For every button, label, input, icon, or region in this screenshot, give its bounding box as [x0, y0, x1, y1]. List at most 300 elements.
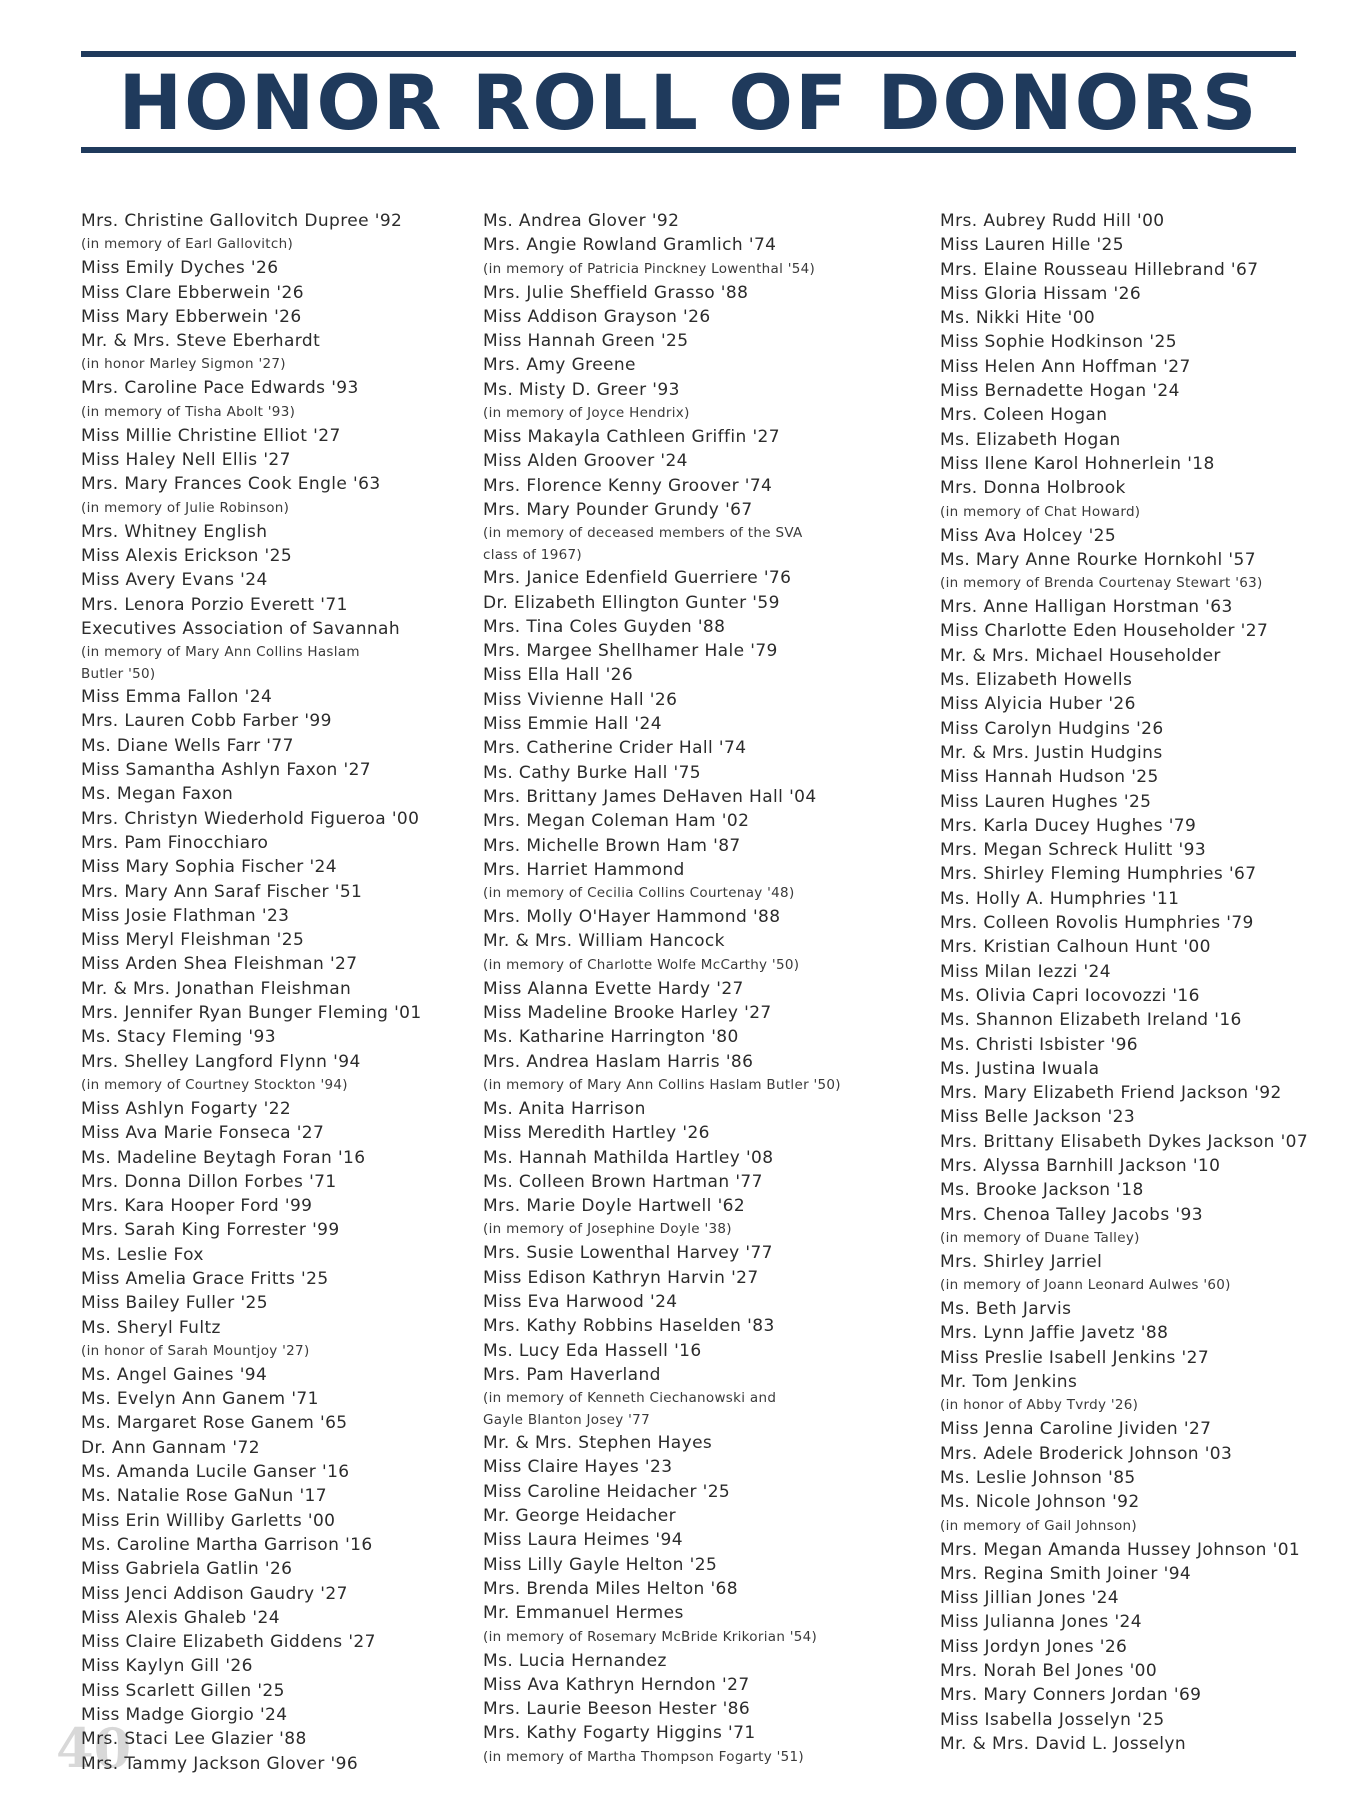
donor-name: Mrs. Shelley Langford Flynn '94 [81, 1051, 361, 1072]
donor-name: Miss Hannah Hudson '25 [940, 767, 1159, 788]
donor-entry [483, 378, 933, 425]
donor-name: Ms. Christi Isbister '96 [940, 1034, 1139, 1055]
donor-name: Dr. Ann Gannam '72 [81, 1437, 260, 1458]
donor-entry [940, 741, 1340, 765]
donor-name: Miss Mary Ebberwein '26 [81, 306, 302, 327]
donor-name: Mrs. Christyn Wiederhold Figueroa '00 [81, 808, 420, 829]
donor-entry [483, 1504, 933, 1528]
donor-entry [81, 593, 471, 617]
donor-entry [940, 1490, 1340, 1537]
donor-name: Mrs. Pam Finocchiaro [81, 832, 269, 853]
donor-entry [940, 790, 1340, 814]
donor-entry [940, 911, 1340, 935]
donor-name: Miss Alexis Ghaleb '24 [81, 1607, 280, 1628]
donor-entry [81, 1436, 471, 1460]
donor-entry [940, 524, 1340, 548]
donor-entry [483, 1363, 933, 1431]
donor-name: Ms. Olivia Capri Iocovozzi '16 [940, 985, 1200, 1006]
donor-entry [483, 809, 933, 833]
donor-name: Mrs. Lynn Jaffie Javetz '88 [940, 1323, 1169, 1344]
donor-name: Miss Haley Nell Ellis '27 [81, 450, 291, 471]
donor-name: Mrs. Pam Haverland [483, 1364, 661, 1385]
donor-name: Miss Addison Grayson '26 [483, 306, 711, 327]
donor-entry [940, 379, 1340, 403]
donor-name: Mr. & Mrs. Justin Hudgins [940, 742, 1163, 763]
donor-entry [483, 1170, 933, 1194]
donor-tribute-note: (in memory of Joann Leonard Aulwes '60) [940, 1277, 1231, 1294]
donor-entry [483, 1721, 933, 1768]
donor-entry [483, 1455, 933, 1479]
donor-tribute-note: (in memory of Martha Thompson Fogarty '51) [483, 1748, 804, 1765]
donor-entry [940, 403, 1340, 427]
donor-entry [483, 688, 933, 712]
donor-name: Ms. Stacy Fleming '93 [81, 1027, 276, 1048]
donor-name: Ms. Colleen Brown Hartman '77 [483, 1171, 763, 1192]
donor-entry [940, 1297, 1340, 1321]
donor-name: Miss Alexis Erickson '25 [81, 545, 293, 566]
donor-entry [483, 1553, 933, 1577]
donor-name: Miss Gloria Hissam '26 [940, 283, 1142, 304]
donor-name: Ms. Katharine Harrington '80 [483, 1027, 739, 1048]
donor-name: Miss Julianna Jones '24 [940, 1612, 1142, 1633]
donor-name: Mrs. Kathy Robbins Haselden '83 [483, 1316, 775, 1337]
donor-name: Mr. Tom Jenkins [940, 1372, 1078, 1393]
donor-entry [940, 960, 1340, 984]
donor-name: Mrs. Marie Doyle Hartwell '62 [483, 1196, 746, 1217]
donor-name: Dr. Elizabeth Ellington Gunter '59 [483, 592, 780, 613]
donor-name: Miss Edison Kathryn Harvin '27 [483, 1267, 759, 1288]
donor-entry [81, 1411, 471, 1435]
donor-name: Miss Carolyn Hudgins '26 [940, 718, 1164, 739]
donor-name: Miss Madge Giorgio '24 [81, 1705, 288, 1726]
donor-name: Mrs. Laurie Beeson Hester '86 [483, 1699, 751, 1720]
donor-entry [81, 1509, 471, 1533]
donor-entry [81, 977, 471, 1001]
donor-name: Ms. Madeline Beytagh Foran '16 [81, 1147, 366, 1168]
donor-entry [483, 1649, 933, 1673]
donor-name: Miss Bailey Fuller '25 [81, 1293, 268, 1314]
donor-entry [940, 1008, 1340, 1032]
donor-name: Mrs. Colleen Rovolis Humphries '79 [940, 913, 1254, 934]
donor-entry [940, 1154, 1340, 1178]
donor-name: Miss Arden Shea Fleishman '27 [81, 954, 358, 975]
donor-name: Mrs. Kathy Fogarty Higgins '71 [483, 1723, 756, 1744]
donor-entry [81, 1533, 471, 1557]
donor-entry [81, 1363, 471, 1387]
page-title: HONOR ROLL OF DONORS [118, 58, 1259, 147]
donor-entry [940, 1708, 1340, 1732]
donor-entry [483, 1194, 933, 1241]
donor-name: Mrs. Donna Dillon Forbes '71 [81, 1171, 337, 1192]
donor-name: Mrs. Elaine Rousseau Hillebrand '67 [940, 259, 1259, 280]
donor-entry [81, 1557, 471, 1581]
donor-name: Ms. Justina Iwuala [940, 1058, 1100, 1079]
donor-entry [81, 734, 471, 758]
donor-name: Ms. Sheryl Fultz [81, 1317, 221, 1338]
donor-name: Mrs. Aubrey Rudd Hill '00 [940, 211, 1165, 231]
donor-name: Mrs. Brenda Miles Helton '68 [483, 1578, 738, 1599]
donor-entry [940, 1130, 1340, 1154]
donor-tribute-note: (in honor of Sarah Mountjoy '27) [81, 1342, 310, 1359]
donor-tribute-note: (in memory of Mary Ann Collins Haslam Butler '50) [81, 644, 360, 683]
donor-tribute-note: (in memory of Brenda Courtenay Stewart '63) [940, 575, 1263, 592]
donor-tribute-note: (in memory of Earl Gallovitch) [81, 236, 294, 253]
donor-entry [81, 831, 471, 855]
donor-name: Mrs. Staci Lee Glazier '88 [81, 1729, 307, 1750]
donor-entry [940, 306, 1340, 330]
donor-name: Miss Vivienne Hall '26 [483, 689, 678, 710]
donor-tribute-note: (in memory of Duane Talley) [940, 1229, 1140, 1246]
donor-entry [81, 281, 471, 305]
donor-entry [81, 305, 471, 329]
donor-name: Mrs. Andrea Haslam Harris '86 [483, 1051, 754, 1072]
donor-entry [940, 1370, 1340, 1417]
donor-name: Ms. Evelyn Ann Ganem '71 [81, 1389, 319, 1410]
donor-name: Mrs. Molly O'Hayer Hammond '88 [483, 907, 781, 928]
donor-entry [940, 1562, 1340, 1586]
donor-tribute-note: (in memory of deceased members of the SVA class of 1967) [483, 525, 803, 564]
donor-entry [81, 782, 471, 806]
donor-entry [81, 1460, 471, 1484]
donor-column-3 [940, 209, 1340, 1756]
donor-entry [483, 1339, 933, 1363]
donor-name: Miss Lilly Gayle Helton '25 [483, 1554, 718, 1575]
donor-name: Miss Makayla Cathleen Griffin '27 [483, 427, 780, 448]
donor-entry [483, 1673, 933, 1697]
donor-name: Miss Avery Evans '24 [81, 570, 268, 591]
donor-entry [81, 376, 471, 423]
donor-entry [81, 1316, 471, 1363]
donor-entry [940, 1346, 1340, 1370]
donor-name: Mrs. Jennifer Ryan Bunger Fleming '01 [81, 1003, 422, 1024]
donor-entry [483, 905, 933, 929]
donor-name: Mrs. Regina Smith Joiner '94 [940, 1563, 1192, 1584]
donor-name: Miss Emma Fallon '24 [81, 687, 273, 708]
donor-entry [940, 1538, 1340, 1562]
donor-entry [81, 855, 471, 879]
donor-name: Miss Charlotte Eden Householder '27 [940, 621, 1269, 642]
donor-name: Miss Jenci Addison Gaudry '27 [81, 1583, 348, 1604]
donor-name: Miss Gabriela Gatlin '26 [81, 1559, 293, 1580]
donor-entry [940, 209, 1340, 233]
donor-entry [483, 425, 933, 449]
donor-name: Mrs. Lenora Porzio Everett '71 [81, 594, 348, 615]
donor-entry [483, 1001, 933, 1025]
donor-entry [940, 1659, 1340, 1683]
donor-entry [81, 1679, 471, 1703]
donor-entry [940, 258, 1340, 282]
donor-name: Miss Caroline Heidacher '25 [483, 1481, 731, 1502]
donor-entry [483, 591, 933, 615]
donor-name: Mrs. Florence Kenny Groover '74 [483, 475, 773, 496]
donor-name: Miss Isabella Josselyn '25 [940, 1709, 1165, 1730]
donor-name: Mrs. Amy Greene [483, 355, 636, 376]
donor-name: Mrs. Coleen Hogan [940, 405, 1108, 426]
donor-entry [81, 807, 471, 831]
donor-name: Miss Kaylyn Gill '26 [81, 1656, 253, 1677]
donor-name: Mr. & Mrs. David L. Josselyn [940, 1733, 1186, 1754]
donor-entry [81, 1484, 471, 1508]
donor-name: Mrs. Kara Hooper Ford '99 [81, 1196, 313, 1217]
donor-entry [940, 282, 1340, 306]
donor-entry [81, 209, 471, 256]
donor-name: Ms. Margaret Rose Ganem '65 [81, 1413, 348, 1434]
donor-name: Miss Alanna Evette Hardy '27 [483, 978, 744, 999]
donor-name: Mrs. Catherine Crider Hall '74 [483, 738, 747, 759]
donor-entry [81, 1630, 471, 1654]
donor-name: Mrs. Mary Frances Cook Engle '63 [81, 474, 381, 495]
donor-entry [483, 498, 933, 566]
donor-entry [81, 568, 471, 592]
donor-name: Miss Lauren Hughes '25 [940, 791, 1152, 812]
donor-entry [81, 256, 471, 280]
donor-name: Mrs. Mary Conners Jordan '69 [940, 1685, 1202, 1706]
donor-entry [81, 1267, 471, 1291]
donor-entry [940, 1081, 1340, 1105]
donor-entry [483, 233, 933, 280]
donor-entry [940, 984, 1340, 1008]
donor-name: Mrs. Sarah King Forrester '99 [81, 1220, 340, 1241]
donor-name: Ms. Anita Harrison [483, 1098, 646, 1119]
donor-entry [940, 1250, 1340, 1297]
donor-tribute-note: (in memory of Cecilia Collins Courtenay '48) [483, 885, 795, 902]
donor-name: Miss Ava Kathryn Herndon '27 [483, 1674, 750, 1695]
donor-entry [483, 209, 933, 233]
donor-tribute-note: (in memory of Charlotte Wolfe McCarthy '50) [483, 956, 800, 973]
donor-entry [940, 668, 1340, 692]
donor-name: Ms. Amanda Lucile Ganser '16 [81, 1462, 350, 1483]
donor-name: Miss Sophie Hodkinson '25 [940, 332, 1177, 353]
donor-entry [483, 929, 933, 976]
donor-entry [81, 1703, 471, 1727]
donor-name: Mrs. Mary Ann Saraf Fischer '51 [81, 881, 363, 902]
donor-entry [81, 880, 471, 904]
donor-entry [483, 663, 933, 687]
donor-entry [81, 1194, 471, 1218]
page-number: 40 [56, 1716, 132, 1780]
donor-name: Miss Hannah Green '25 [483, 331, 689, 352]
donor-entry [483, 615, 933, 639]
donor-name: Mrs. Lauren Cobb Farber '99 [81, 711, 332, 732]
donor-entry [81, 520, 471, 544]
title-rule-top [81, 51, 1296, 57]
donor-name: Mrs. Tammy Jackson Glover '96 [81, 1753, 359, 1774]
donor-name: Ms. Elizabeth Howells [940, 670, 1133, 691]
donor-name: Mr. Emmanuel Hermes [483, 1603, 684, 1624]
donor-name: Ms. Brooke Jackson '18 [940, 1180, 1144, 1201]
donor-entry [940, 1732, 1340, 1756]
donor-name: Miss Claire Elizabeth Giddens '27 [81, 1632, 376, 1653]
donor-entry [483, 1528, 933, 1552]
donor-entry [483, 1431, 933, 1455]
donor-entry [81, 1291, 471, 1315]
donor-name: Mrs. Megan Amanda Hussey Johnson '01 [940, 1539, 1301, 1560]
donor-entry [483, 858, 933, 905]
donor-name: Mrs. Mary Elizabeth Friend Jackson '92 [940, 1083, 1282, 1104]
donor-tribute-note: (in memory of Patricia Pinckney Lowenthal '54) [483, 260, 816, 277]
donor-entry [940, 452, 1340, 476]
donor-name: Mrs. Adele Broderick Johnson '03 [940, 1443, 1233, 1464]
donor-entry [483, 474, 933, 498]
donor-tribute-note: (in memory of Chat Howard) [940, 503, 1141, 520]
donor-name: Ms. Megan Faxon [81, 784, 234, 805]
donor-entry [940, 1417, 1340, 1441]
donor-entry [483, 1577, 933, 1601]
donor-entry [81, 1218, 471, 1242]
donor-name: Miss Jillian Jones '24 [940, 1588, 1120, 1609]
donor-entry [483, 977, 933, 1001]
donor-name: Miss Alyicia Huber '26 [940, 694, 1136, 715]
donor-entry [81, 448, 471, 472]
donor-name: Mrs. Angie Rowland Gramlich '74 [483, 235, 777, 256]
donor-name: Miss Emily Dyches '26 [81, 258, 279, 279]
donor-entry [81, 1097, 471, 1121]
donor-name: Miss Alden Groover '24 [483, 451, 688, 472]
donor-name: Ms. Leslie Fox [81, 1244, 204, 1265]
donor-name: Ms. Leslie Johnson '85 [940, 1467, 1136, 1488]
donor-entry [483, 1097, 933, 1121]
donor-name: Miss Preslie Isabell Jenkins '27 [940, 1347, 1210, 1368]
donor-name: Mrs. Donna Holbrook [940, 478, 1126, 499]
donor-column-2 [483, 209, 933, 1769]
donor-name: Ms. Angel Gaines '94 [81, 1364, 268, 1385]
donor-tribute-note: (in memory of Kenneth Ciechanowski and Gayle Blanton Josey '77 [483, 1390, 777, 1429]
donor-name: Ms. Shannon Elizabeth Ireland '16 [940, 1010, 1242, 1031]
donor-name: Miss Clare Ebberwein '26 [81, 282, 304, 303]
donor-entry [940, 233, 1340, 257]
donor-entry [940, 595, 1340, 619]
donor-entry [483, 305, 933, 329]
donor-entry [81, 544, 471, 568]
donor-name: Mrs. Christine Gallovitch Dupree '92 [81, 211, 403, 231]
donor-name: Mrs. Megan Coleman Ham '02 [483, 811, 750, 832]
donor-entry [81, 1606, 471, 1630]
donor-tribute-note: (in honor of Abby Tvrdy '26) [940, 1397, 1139, 1414]
donor-entry [483, 1146, 933, 1170]
donor-entry [940, 838, 1340, 862]
donor-entry [81, 1727, 471, 1751]
donor-name: Mrs. Tina Coles Guyden '88 [483, 616, 726, 637]
donor-name: Ms. Nikki Hite '00 [940, 308, 1096, 329]
donor-entry [940, 1033, 1340, 1057]
donor-entry [483, 736, 933, 760]
donor-entry [483, 449, 933, 473]
donor-tribute-note: (in memory of Tisha Abolt '93) [81, 403, 296, 420]
donor-entry [81, 904, 471, 928]
donor-entry [940, 1635, 1340, 1659]
donor-entry [81, 1582, 471, 1606]
donor-name: Mr. George Heidacher [483, 1506, 677, 1527]
donor-name: Mrs. Chenoa Talley Jacobs '93 [940, 1204, 1203, 1225]
donor-entry [81, 1170, 471, 1194]
donor-entry [483, 1121, 933, 1145]
donor-name: Mrs. Margee Shellhamer Hale '79 [483, 641, 778, 662]
donor-name: Mr. & Mrs. William Hancock [483, 931, 725, 952]
donor-name: Miss Ava Holcey '25 [940, 525, 1117, 546]
donor-name: Ms. Beth Jarvis [940, 1299, 1072, 1320]
donor-name: Miss Ava Marie Fonseca '27 [81, 1123, 325, 1144]
donor-entry [483, 1290, 933, 1314]
donor-name: Mrs. Megan Schreck Hulitt '93 [940, 840, 1207, 861]
donor-name: Miss Mary Sophia Fischer '24 [81, 857, 337, 878]
donor-entry [483, 1050, 933, 1097]
donor-entry [483, 1266, 933, 1290]
donor-name: Miss Jordyn Jones '26 [940, 1636, 1128, 1657]
donor-name: Ms. Andrea Glover '92 [483, 211, 680, 231]
donor-name: Ms. Natalie Rose GaNun '17 [81, 1486, 327, 1507]
donor-entry [940, 935, 1340, 959]
donor-name: Ms. Lucy Eda Hassell '16 [483, 1340, 702, 1361]
donor-name: Ms. Lucia Hernandez [483, 1650, 667, 1671]
donor-name: Miss Lauren Hille '25 [940, 235, 1124, 256]
donor-entry [940, 1683, 1340, 1707]
donor-entry [81, 1050, 471, 1097]
donor-entry [81, 1121, 471, 1145]
donor-entry [940, 887, 1340, 911]
donor-entry [81, 1752, 471, 1776]
donor-name: Miss Amelia Grace Fritts '25 [81, 1268, 329, 1289]
donor-name: Miss Madeline Brooke Harley '27 [483, 1003, 772, 1024]
donor-column-1 [81, 209, 471, 1776]
donor-tribute-note: (in memory of Rosemary McBride Krikorian '54) [483, 1628, 818, 1645]
donor-entry [483, 1025, 933, 1049]
donor-entry [940, 1610, 1340, 1634]
donor-entry [483, 566, 933, 590]
donor-entry [940, 1178, 1340, 1202]
donor-name: Miss Helen Ann Hoffman '27 [940, 356, 1191, 377]
donor-tribute-note: (in memory of Gail Johnson) [940, 1517, 1137, 1534]
donor-entry [940, 476, 1340, 523]
donor-name: Mrs. Alyssa Barnhill Jackson '10 [940, 1155, 1221, 1176]
donor-name: Mrs. Shirley Fleming Humphries '67 [940, 864, 1257, 885]
donor-name: Ms. Cathy Burke Hall '75 [483, 762, 702, 783]
donor-entry [940, 330, 1340, 354]
donor-entry [940, 692, 1340, 716]
donor-name: Miss Ella Hall '26 [483, 665, 634, 686]
donor-entry [81, 472, 471, 519]
donor-tribute-note: (in memory of Joyce Hendrix) [483, 405, 690, 422]
donor-entry [940, 862, 1340, 886]
donor-name: Mrs. Mary Pounder Grundy '67 [483, 499, 753, 520]
donor-name: Mrs. Harriet Hammond [483, 859, 685, 880]
donor-tribute-note: (in memory of Josephine Doyle '38) [483, 1221, 732, 1238]
donor-entry [483, 353, 933, 377]
donor-entry [483, 1601, 933, 1648]
donor-entry [483, 329, 933, 353]
donor-name: Mr. & Mrs. Steve Eberhardt [81, 331, 321, 352]
donor-name: Ms. Hannah Mathilda Hartley '08 [483, 1147, 774, 1168]
donor-entry [81, 952, 471, 976]
donor-name: Mrs. Brittany Elisabeth Dykes Jackson '07 [940, 1131, 1309, 1152]
donor-entry [81, 1146, 471, 1170]
donor-name: Miss Meredith Hartley '26 [483, 1123, 710, 1144]
donor-name: Ms. Holly A. Humphries '11 [940, 888, 1180, 909]
donor-entry [940, 1586, 1340, 1610]
donor-entry [940, 814, 1340, 838]
donor-entry [81, 1387, 471, 1411]
donor-entry [483, 712, 933, 736]
donor-entry [81, 617, 471, 685]
donor-entry [483, 834, 933, 858]
donor-entry [940, 717, 1340, 741]
donor-entry [81, 1025, 471, 1049]
donor-entry [940, 765, 1340, 789]
donor-name: Executives Association of Savannah [81, 618, 401, 639]
donor-entry [940, 644, 1340, 668]
donor-entry [81, 329, 471, 376]
donor-name: Miss Meryl Fleishman '25 [81, 930, 305, 951]
donor-entry [81, 758, 471, 782]
